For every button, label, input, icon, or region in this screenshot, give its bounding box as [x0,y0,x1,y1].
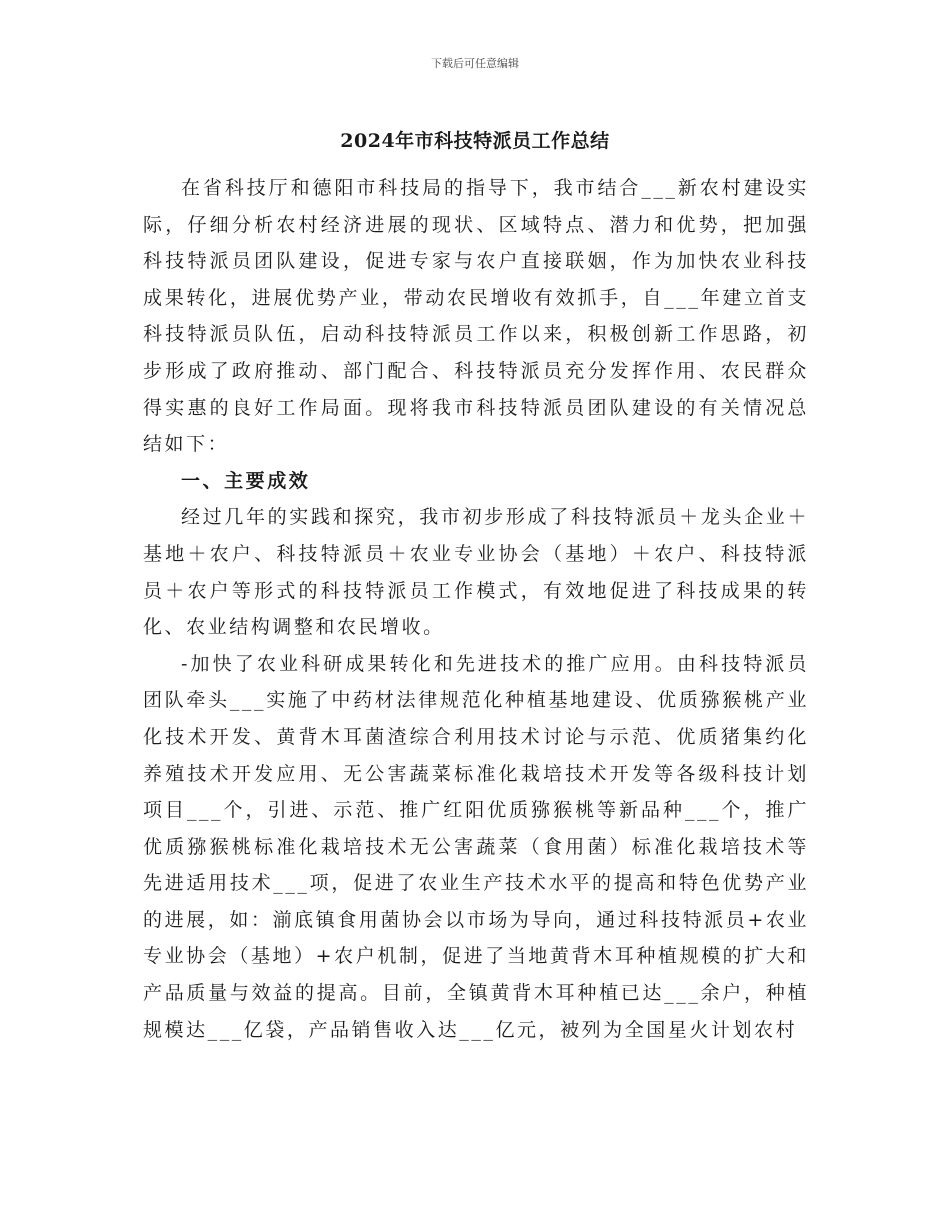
document-body [143,170,809,1048]
paragraph-tech-transfer: -加快了农业科研成果转化和先进技术的推广应用。由科技特派员团队牵头___实施了中药材法律规范化种植基地建设、优质猕猴桃产业化技术开发、黄背木耳菌渣综合利用技术讨论与示范、优质猪集约化养殖技术开发应用、无公害蔬菜标准化栽培技术开发等各级科技计划项目___个，引进、示范、推广红阳优质猕猴桃等新品种___个，推广优质猕猴桃标准化栽培技术无公害蔬菜（食用菌）标准化栽培技术等先进适用技术___项，促进了农业生产技术水平的提高和特色优势产业的进展，如：湔底镇食用菌协会以市场为导向，通过科技特派员+农业专业协会（基地）+农户机制，促进了当地黄背木耳种植规模的扩大和产品质量与效益的提高。目前，全镇黄背木耳种植已达___余户，种植规模达___亿袋，产品销售收入达___亿元，被列为全国星火计划农村 [143,652,809,1041]
section-heading-main-results: 一、主要成效 [181,469,311,492]
paragraph-work-model: 经过几年的实践和探究，我市初步形成了科技特派员＋龙头企业＋基地＋农户、科技特派员＋农业专业协会（基地）＋农户、科技特派员＋农户等形式的科技特派员工作模式，有效地促进了科技成果的转化、农业结构调整和农民增收。 [143,506,809,639]
document-title: 2024年市科技特派员工作总结 [340,130,610,152]
paragraph-intro: 在省科技厅和德阳市科技局的指导下，我市结合___新农村建设实际，仔细分析农村经济进展的现状、区域特点、潜力和优势，把加强科技特派员团队建设，促进专家与农户直接联姻，作为加快农业科技成果转化，进展优势产业，带动农民增收有效抓手，自___年建立首支科技特派员队伍，启动科技特派员工作以来，积极创新工作思路，初步形成了政府推动、部门配合、科技特派员充分发挥作用、农民群众得实惠的良好工作局面。现将我市科技特派员团队建设的有关情况总结如下： [143,177,809,456]
header-note: 下载后可任意编辑 [431,57,519,70]
